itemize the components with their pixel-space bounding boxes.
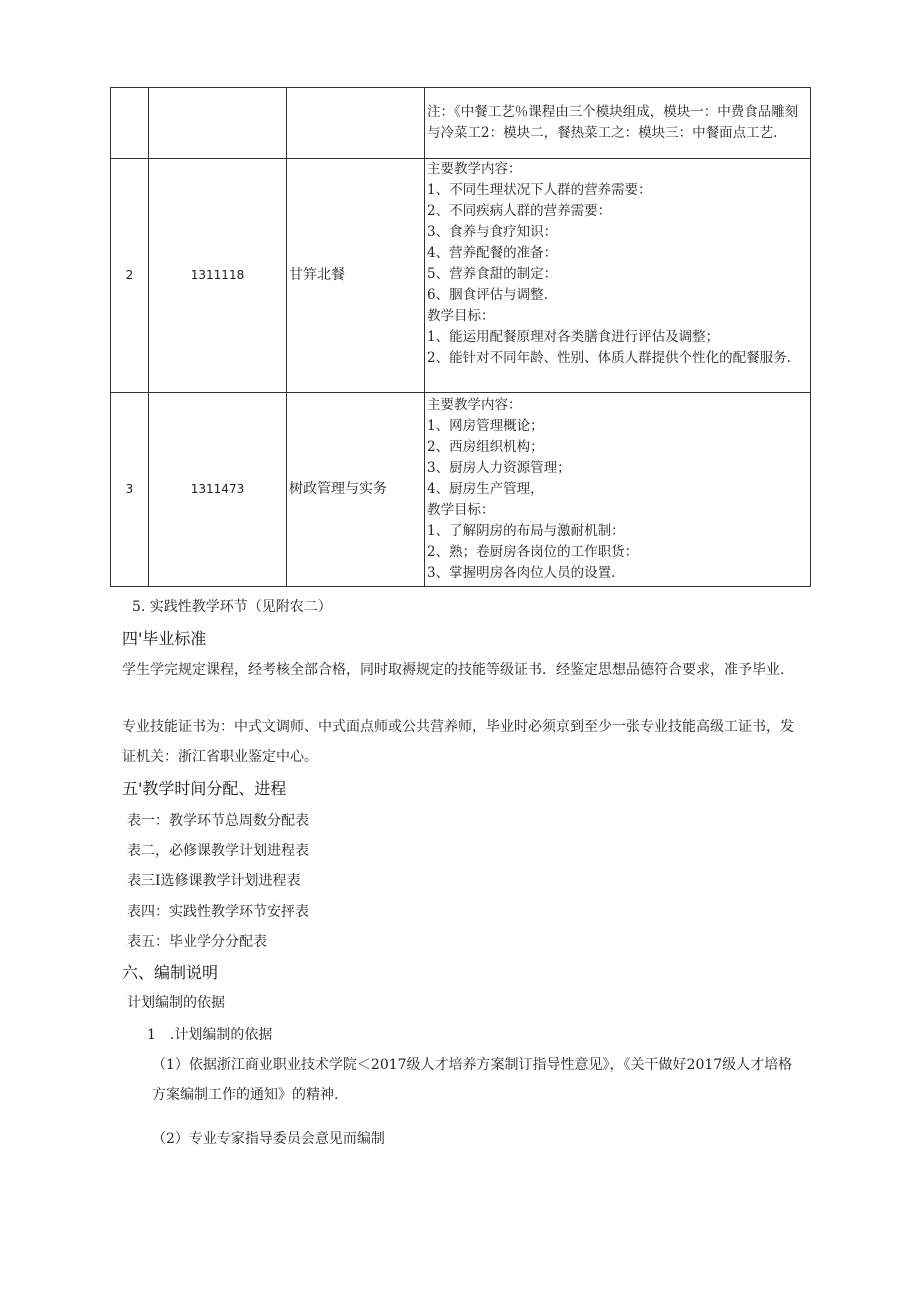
course-content-cell: [425, 393, 811, 587]
content-line: 主要教学内容：: [427, 397, 522, 413]
schedule-item-3: 表三I选修课教学计划进程表: [127, 873, 301, 889]
course-name-cell: [287, 88, 425, 159]
schedule-item-2: 表二，必修课教学计划进程表: [127, 843, 309, 859]
table-row: [111, 393, 811, 587]
section-4-heading: 四'毕业标准: [122, 629, 207, 648]
section-6-heading: 六、编制说明: [122, 963, 219, 982]
section-4-paragraph-1: 学生学完规定课程，经考核全部合格，同时取褥规定的技能等级证书．经鉴定思想品德符合要求，准予毕业.: [122, 662, 785, 678]
course-code-cell: 1311473: [149, 393, 287, 587]
content-line: 主要教学内容：: [427, 161, 522, 177]
table-row: [111, 88, 811, 159]
content-line: 3、掌握明房各肉位人员的设置.: [427, 565, 616, 581]
section-5-heading: 五'教学时间分配、进程: [122, 779, 287, 798]
course-name-cell: 甘笄北餐: [287, 159, 425, 393]
course-table-body: [111, 88, 811, 587]
section-6-item-1: 1 .计划编制的依据: [147, 1027, 273, 1043]
course-content-cell: [425, 88, 811, 159]
row-number-cell: 3: [111, 393, 149, 587]
course-name-cell: 树政管理与实务: [287, 393, 425, 587]
content-line: 3、厨房人力资源管理；: [427, 460, 571, 476]
course-code-cell: 1311118: [149, 159, 287, 393]
course-table: [110, 87, 811, 587]
content-line: 1、能运用配餐原理对各类膳食进行评估及调整；: [427, 329, 720, 345]
schedule-item-5: 表五：毕业学分分配表: [127, 934, 267, 950]
content-line: 1、网房管理概论；: [427, 418, 544, 434]
content-line: 4、厨房生产管理，: [427, 481, 544, 497]
section-6-paragraph-1: （1）依据浙江商业职业技术学院＜2017级人才培养方案制订指导性意见》，《关干做好2017级人才培格方案编制工作的通知》的精神.: [152, 1057, 793, 1103]
content-line: 2、能针对不同年龄、性别、体质人群提供个性化的配餐服务.: [427, 350, 791, 366]
content-line: 4、营养配餐的准备：: [427, 245, 558, 261]
practice-note: 5. 实践性教学环节（见附农二）: [132, 599, 332, 615]
course-content: [427, 159, 808, 392]
course-code-cell: [149, 88, 287, 159]
content-line: 2、西房组织机构；: [427, 439, 544, 455]
row-number-cell: [111, 88, 149, 159]
content-line: 教学目标：: [427, 308, 495, 324]
course-content-cell: [425, 159, 811, 393]
schedule-item-1: 表一：教学环节总周数分配表: [127, 813, 309, 829]
content-line: 教学目标：: [427, 502, 495, 518]
section-6-subheading: 计划编制的依据: [127, 995, 225, 1011]
course-content: [427, 102, 808, 144]
section-4-paragraph-2: 专业技能证书为：中式文调师、中式面点师或公共营养师，毕业时必须京到至少一张专业技能高级工证书，发证机关：浙江省职业鉴定中心。: [122, 719, 794, 765]
schedule-item-4: 表四：实践性教学环节安抨表: [127, 904, 309, 920]
row-number-cell: 2: [111, 159, 149, 393]
content-line: 2、熟；卷厨房各岗位的工作职货：: [427, 544, 639, 560]
content-line: 5、营养食甜的制定：: [427, 266, 558, 282]
course-content: [427, 395, 808, 584]
content-line: 1、了解阴房的布局与激耐机制：: [427, 523, 625, 539]
content-line: 1、不同生理状况下人群的营养需要：: [427, 182, 652, 198]
content-line: 6、胭食评估与调整.: [427, 287, 548, 303]
table-row: [111, 159, 811, 393]
content-line: 2、不同疾病人群的营养需要：: [427, 203, 612, 219]
content-line: 注：《中餐工艺％课程由三个模块组成，模块一：中费食品雕刻与冷菜工2：模块二，餐热菜工之：模块三：中餐面点工艺.: [427, 104, 799, 141]
section-6-paragraph-2: （2）专业专家指导委员会意见而编制: [152, 1131, 385, 1147]
content-line: 3、食养与食疗知识：: [427, 224, 558, 240]
